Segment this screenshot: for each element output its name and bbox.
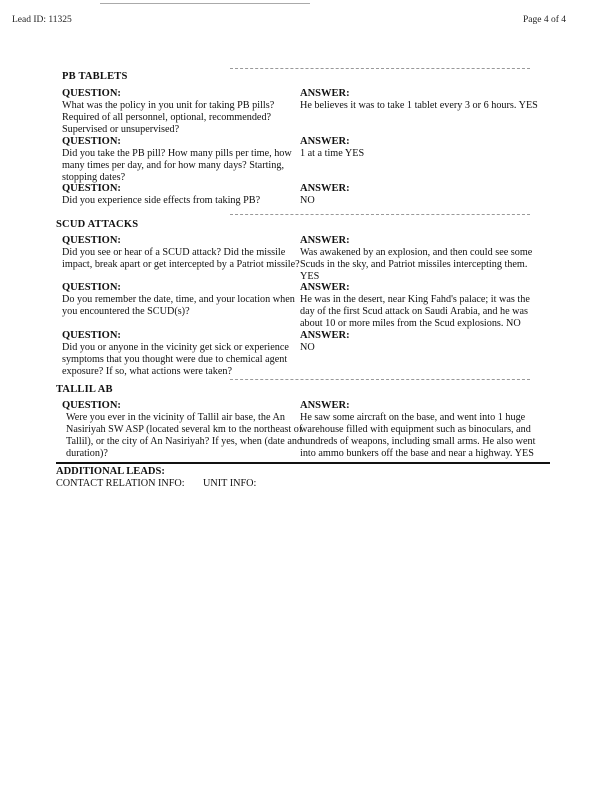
answer-label: ANSWER: bbox=[300, 136, 350, 147]
question-label: QUESTION: bbox=[62, 282, 121, 293]
question-text: Do you remember the date, time, and your location when you encountered the SCUD(s)? bbox=[62, 294, 295, 317]
answer-text: He saw some aircraft on the base, and went into 1 huge warehouse filled with equipment such as binoculars, and hundreds of weapons, including small arms. He also went into ammo bunkers off the base and near a highway. YES bbox=[300, 412, 536, 459]
lead-id: Lead ID: 11325 bbox=[12, 15, 72, 25]
answer-text: 1 at a time YES bbox=[300, 148, 365, 159]
question-label: QUESTION: bbox=[62, 330, 121, 341]
section-title-pb-tablets: PB TABLETS bbox=[62, 71, 128, 82]
section-divider bbox=[230, 214, 530, 215]
page-number: Page 4 of 4 bbox=[523, 15, 567, 25]
question-text: Did you see or hear of a SCUD attack? Did the missile impact, break apart or get intercepted by a Patriot missile? bbox=[62, 247, 300, 270]
answer-label: ANSWER: bbox=[300, 88, 350, 99]
answer-label: ANSWER: bbox=[300, 235, 350, 246]
question-text: Did you take the PB pill? How many pills per time, how many times per day, and for how many days? Starting, stopping dates? bbox=[62, 148, 292, 183]
answer-text: NO bbox=[300, 195, 315, 206]
section-divider bbox=[230, 68, 530, 69]
header-rule bbox=[100, 3, 310, 4]
answer-text: He was in the desert, near King Fahd's palace; it was the day of the first Scud attack on Saudi Arabia, and he was about 10 or more miles from the Scud explosions. NO bbox=[300, 294, 530, 329]
additional-leads-heading: ADDITIONAL LEADS: bbox=[56, 466, 165, 477]
answer-text: NO bbox=[300, 342, 315, 353]
footer-rule bbox=[56, 462, 550, 464]
question-label: QUESTION: bbox=[62, 88, 121, 99]
answer-label: ANSWER: bbox=[300, 282, 350, 293]
answer-label: ANSWER: bbox=[300, 330, 350, 341]
question-text: What was the policy in you unit for taking PB pills? Required of all personnel, optional, recommended? Supervised or unsupervised? bbox=[62, 100, 275, 135]
question-label: QUESTION: bbox=[62, 183, 121, 194]
question-text: Did you experience side effects from taking PB? bbox=[62, 195, 261, 206]
question-label: QUESTION: bbox=[62, 136, 121, 147]
question-label: QUESTION: bbox=[62, 400, 121, 411]
section-title-tallil-ab: TALLIL AB bbox=[56, 384, 113, 395]
question-text: Did you or anyone in the vicinity get sick or experience symptoms that you thought were due to chemical agent exposure? If so, what actions were taken? bbox=[62, 342, 289, 377]
answer-text: Was awakened by an explosion, and then could see some Scuds in the sky, and Patriot missiles intercepting them. YES bbox=[300, 247, 533, 282]
section-divider bbox=[230, 379, 530, 380]
answer-label: ANSWER: bbox=[300, 400, 350, 411]
answer-text: He believes it was to take 1 tablet every 3 or 6 hours. YES bbox=[300, 100, 538, 111]
question-text: Were you ever in the vicinity of Tallil air base, the An Nasiriyah SW ASP (located several km to the northeast of Tallil), or the city of An Nasiriyah? If yes, when (date and duration)? bbox=[66, 412, 303, 459]
question-label: QUESTION: bbox=[62, 235, 121, 246]
unit-info: UNIT INFO: bbox=[203, 478, 257, 489]
answer-label: ANSWER: bbox=[300, 183, 350, 194]
contact-relation-info: CONTACT RELATION INFO: bbox=[56, 478, 185, 489]
section-title-scud-attacks: SCUD ATTACKS bbox=[56, 219, 139, 230]
